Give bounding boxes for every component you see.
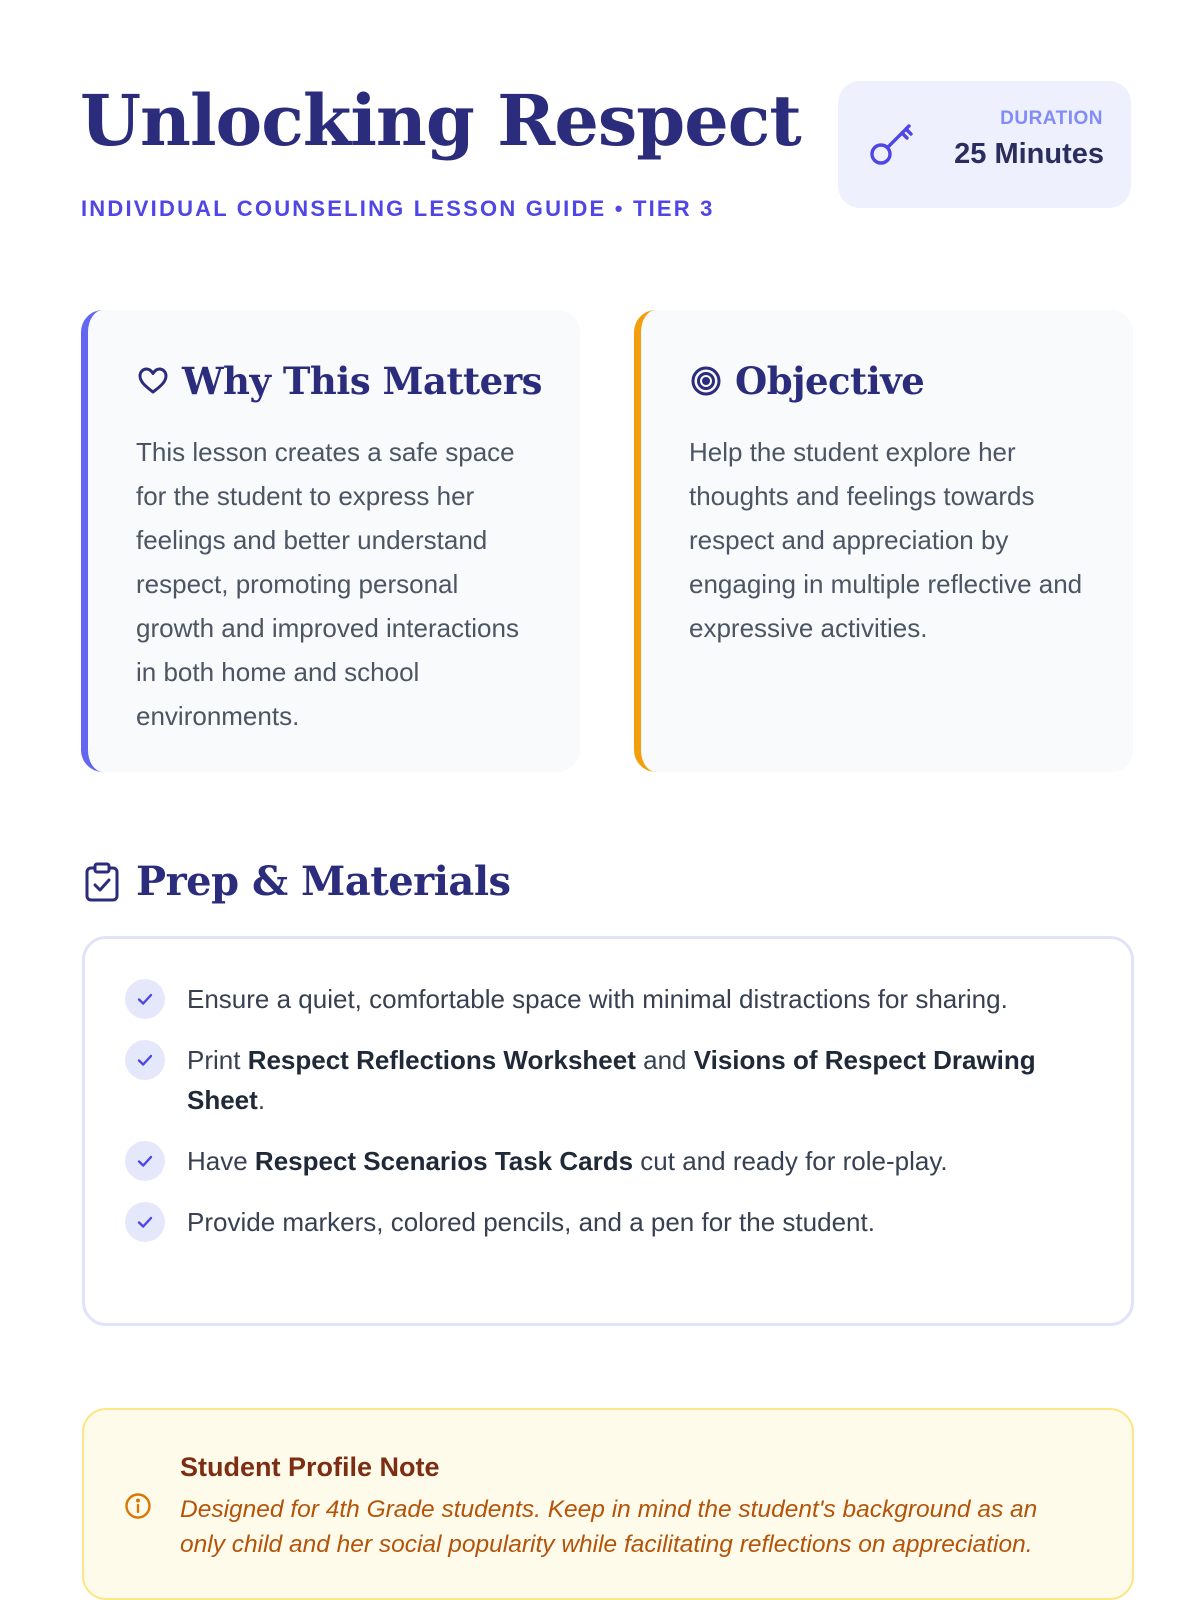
- materials-item-text: Ensure a quiet, comfortable space with minimal distractions for sharing.: [187, 984, 1008, 1014]
- check-icon: [125, 979, 165, 1019]
- objective-card-title: Objective: [735, 359, 925, 403]
- target-icon: [689, 364, 723, 398]
- materials-list-item: [125, 1040, 1091, 1120]
- materials-list-item: [125, 1141, 1091, 1181]
- check-icon: [125, 1040, 165, 1080]
- materials-list-item: [125, 979, 1091, 1019]
- duration-label: DURATION: [1000, 108, 1103, 129]
- key-icon: [867, 117, 919, 169]
- check-icon: [125, 1141, 165, 1181]
- page-title: Unlocking Respect: [80, 79, 801, 162]
- why-card-text: This lesson creates a safe space for the student to express her feelings and better understand respect, promoting personal growth and improved interactions in both home and school environments.: [136, 437, 519, 731]
- materials-item-text: Have Respect Scenarios Task Cards cut and ready for role-play.: [187, 1146, 948, 1176]
- note-text: Designed for 4th Grade students. Keep in mind the student's background as an only child and her social popularity while facilitating reflections on appreciation.: [180, 1496, 1038, 1558]
- materials-item-text: Provide markers, colored pencils, and a pen for the student.: [187, 1207, 875, 1237]
- objective-card: [634, 310, 1133, 772]
- duration-badge: [838, 81, 1131, 208]
- page-subtitle: INDIVIDUAL COUNSELING LESSON GUIDE • TIER 3: [81, 196, 715, 221]
- info-icon: [124, 1492, 152, 1520]
- duration-value: 25 Minutes: [954, 138, 1104, 170]
- student-profile-note: [82, 1408, 1134, 1600]
- check-icon: [125, 1202, 165, 1242]
- heart-icon: [136, 364, 170, 398]
- materials-item-text: Print Respect Reflections Worksheet and Visions of Respect Drawing Sheet.: [187, 1045, 1036, 1115]
- why-card-title: Why This Matters: [182, 359, 543, 403]
- clipboard-check-icon: [82, 861, 122, 903]
- note-title: Student Profile Note: [180, 1452, 440, 1482]
- prep-section-header: [82, 858, 511, 905]
- objective-card-text: Help the student explore her thoughts and feelings towards respect and appreciation by engaging in multiple reflective and expressive activities.: [689, 437, 1083, 643]
- materials-list: [82, 936, 1134, 1326]
- materials-list-item: [125, 1202, 1091, 1242]
- why-this-matters-card: [81, 310, 580, 772]
- prep-section-title: Prep & Materials: [136, 858, 511, 905]
